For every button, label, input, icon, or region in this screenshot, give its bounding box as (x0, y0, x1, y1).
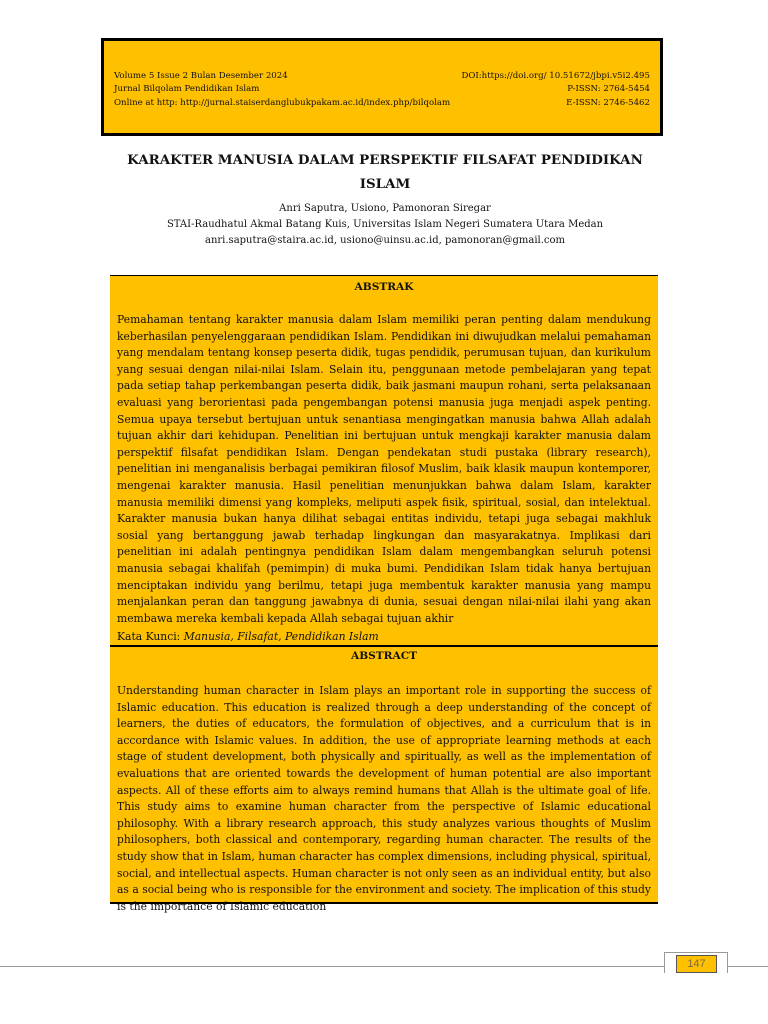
header-row-3 (114, 97, 650, 111)
abstract-heading: ABSTRACT (350, 650, 418, 662)
abstrak-heading: ABSTRAK (354, 281, 414, 293)
footer-divider (0, 966, 768, 967)
volume-info: Volume 5 Issue 2 Bulan Desember 2024 (114, 71, 288, 81)
keywords-value: Manusia, Filsafat, Pendidikan Islam (183, 630, 379, 643)
keywords-line (117, 629, 379, 645)
paper-title: KARAKTER MANUSIA DALAM PERSPEKTIF FILSAFAT PENDIDIKAN ISLAM (127, 152, 643, 192)
author-affiliation: STAI-Raudhatul Akmal Batang Kuis, Universitas Islam Negeri Sumatera Utara Medan (166, 219, 604, 230)
abstrak-section (110, 275, 658, 646)
header-row-2 (114, 83, 650, 97)
eissn-info: E-ISSN: 2746-5462 (566, 98, 650, 108)
header-row-1 (114, 70, 650, 84)
pissn-info: P-ISSN: 2764-5454 (567, 84, 650, 94)
author-emails: anri.saputra@staira.ac.id, usiono@uinsu.ac.id, pamonoran@gmail.com (205, 235, 565, 246)
online-url: Online at http: http://jurnal.staiserdanglubukpakam.ac.id/index.php/bilqolam (114, 98, 451, 108)
page-number: 147 (676, 955, 717, 973)
abstract-section (110, 645, 658, 913)
doi-info: DOI:https://doi.org/ 10.51672/jbpi.v5i2.495 (461, 71, 650, 81)
journal-header-box (101, 38, 663, 136)
journal-name: Jurnal Bilqolam Pendidikan Islam (114, 84, 260, 94)
abstract-text: Understanding human character in Islam plays an important role in supporting the success of Islamic education. This education is realized through a deep understanding of the concept of learners, the duties of educators, the formulation of objectives, and a curriculum that is in accordance with Islamic values. In addition, the use of appropriate learning methods at each stage of student development, both physically and spiritually, as well as the implementation of evaluations that are oriented towards the development of human potential are also important aspects. All of these efforts aim to always remind humans that Allah is the ultimate goal of life. This study aims to examine human character from the perspective of Islamic educational philosophy. With a library research approach, this study analyzes various thoughts of Muslim philosophers, both classical and contemporary, regarding human character. The results of the study show that in Islam, human character has complex dimensions, including physical, spiritual, social, and intellectual aspects. Human character is not only seen as an individual entity, but also as a social being who is responsible for the environment and society. The implication of this study is the importance of Islamic education (117, 684, 651, 913)
keywords-label: Kata Kunci: (117, 630, 184, 643)
author-names: Anri Saputra, Usiono, Pamonoran Siregar (279, 203, 491, 214)
abstrak-text: Pemahaman tentang karakter manusia dalam Islam memiliki peran penting dalam mendukung keberhasilan penyelenggaraan pendidikan Islam. Pendidikan ini diwujudkan melalui pemahaman yang mendalam tentang konsep peserta didik, tugas pendidik, perumusan tujuan, dan kurikulum yang sesuai dengan nilai-nilai Islam. Selain itu, penggunaan metode pembelajaran yang tepat pada setiap tahap perkembangan peserta didik, baik jasmani maupun rohani, serta pelaksanaan evaluasi yang berorientasi pada pengembangan potensi manusia juga menjadi aspek penting. Semua upaya tersebut bertujuan untuk senantiasa mengingatkan manusia bahwa Allah adalah tujuan akhir dari kehidupan. Penelitian ini bertujuan untuk mengkaji karakter manusia dalam perspektif filsafat pendidikan Islam. Dengan pendekatan studi pustaka (library research), penelitian ini menganalisis berbagai pemikiran filosof Muslim, baik klasik maupun kontemporer, mengenai karakter manusia. Hasil penelitian menunjukkan bahwa dalam Islam, karakter manusia memiliki dimensi yang kompleks, meliputi aspek fisik, spiritual, sosial, dan intelektual. Karakter manusia bukan hanya dilihat sebagai entitas individu, tetapi juga sebagai makhluk sosial yang bertanggung jawab terhadap lingkungan dan masyarakatnya. Implikasi dari penelitian ini adalah pentingnya pendidikan Islam dalam mengembangkan seluruh potensi manusia sebagai khalifah (pemimpin) di muka bumi. Pendidikan Islam tidak hanya bertujuan menciptakan individu yang berilmu, tetapi juga membentuk karakter manusia yang mampu menjalankan peran dan tanggung jawabnya di dunia, sesuai dengan nilai-nilai ilahi yang akan membawa mereka kembali kepada Allah sebagai tujuan akhir (117, 313, 651, 625)
